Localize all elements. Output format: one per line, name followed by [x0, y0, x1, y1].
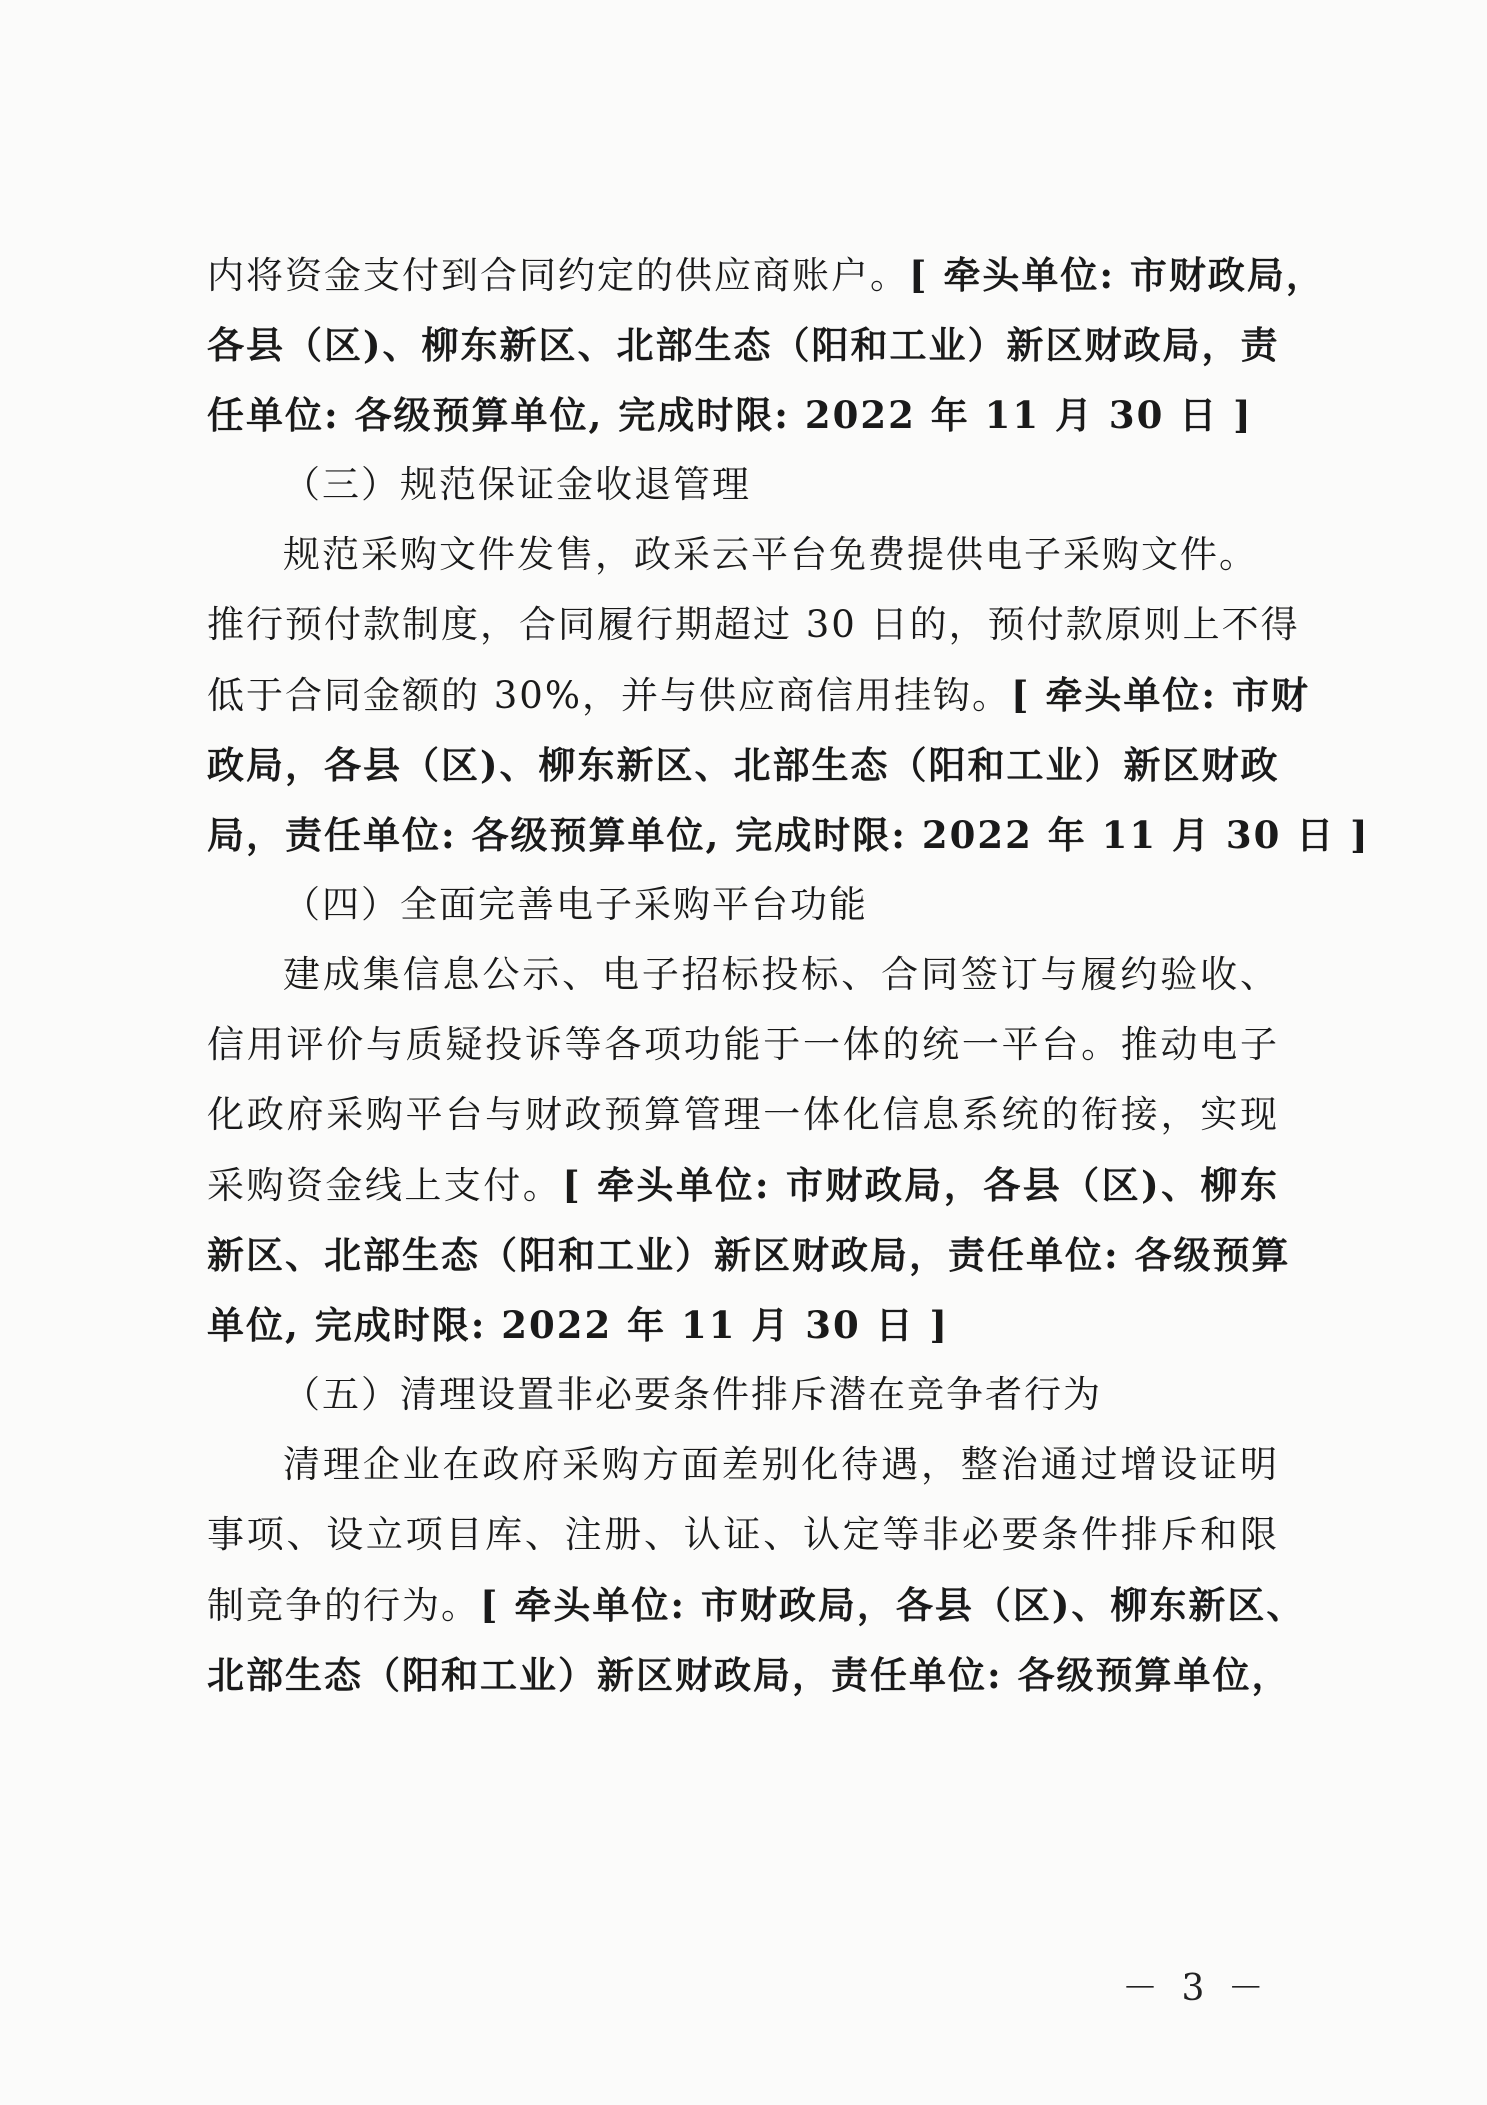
text-line: 信用评价与质疑投诉等各项功能于一体的统一平台。推动电子 — [207, 1023, 1279, 1066]
text-line: 清理企业在政府采购方面差别化待遇，整治通过增设证明 — [283, 1443, 1279, 1486]
page-number: － 3 － — [1122, 1968, 1270, 2009]
text-line: 北部生态（阳和工业）新区财政局，责任单位: 各级预算单位， — [207, 1653, 1291, 1697]
text-line: 政局，各县（区)、柳东新区、北部生态（阳和工业）新区财政 — [207, 743, 1280, 787]
text-line: 各县（区)、柳东新区、北部生态（阳和工业）新区财政局，责 — [207, 323, 1280, 367]
text-line: 内将资金支付到合同约定的供应商账户。[ 牵头单位: 市财政局， — [207, 253, 1325, 297]
text-line: 事项、设立项目库、注册、认证、认定等非必要条件排斥和限 — [207, 1513, 1279, 1556]
text-line: 低于合同金额的 30%，并与供应商信用挂钩。[ 牵头单位: 市财 — [207, 673, 1310, 717]
document-body — [207, 240, 1370, 1710]
section-heading: （三）规范保证金收退管理 — [283, 463, 751, 506]
text-line: 建成集信息公示、电子招标投标、合同签订与履约验收、 — [283, 953, 1279, 996]
text-line: 规范采购文件发售，政采云平台免费提供电子采购文件。 — [283, 533, 1258, 576]
text-line: 新区、北部生态（阳和工业）新区财政局，责任单位: 各级预算 — [207, 1233, 1291, 1277]
section-heading: （四）全面完善电子采购平台功能 — [283, 883, 868, 926]
text-line: 采购资金线上支付。[ 牵头单位: 市财政局，各县（区)、柳东 — [207, 1163, 1279, 1207]
text-line: 制竞争的行为。[ 牵头单位: 市财政局，各县（区)、柳东新区、 — [207, 1583, 1306, 1627]
text-line: 推行预付款制度，合同履行期超过 30 日的，预付款原则上不得 — [207, 603, 1300, 646]
text-line: 化政府采购平台与财政预算管理一体化信息系统的衔接，实现 — [207, 1093, 1279, 1136]
text-line: 局，责任单位: 各级预算单位, 完成时限: 2022 年 11 月 30 日 ] — [207, 813, 1370, 857]
text-line: 任单位: 各级预算单位, 完成时限: 2022 年 11 月 30 日 ] — [207, 393, 1253, 437]
text-line: 单位, 完成时限: 2022 年 11 月 30 日 ] — [207, 1303, 950, 1347]
section-heading: （五）清理设置非必要条件排斥潜在竞争者行为 — [283, 1373, 1102, 1416]
